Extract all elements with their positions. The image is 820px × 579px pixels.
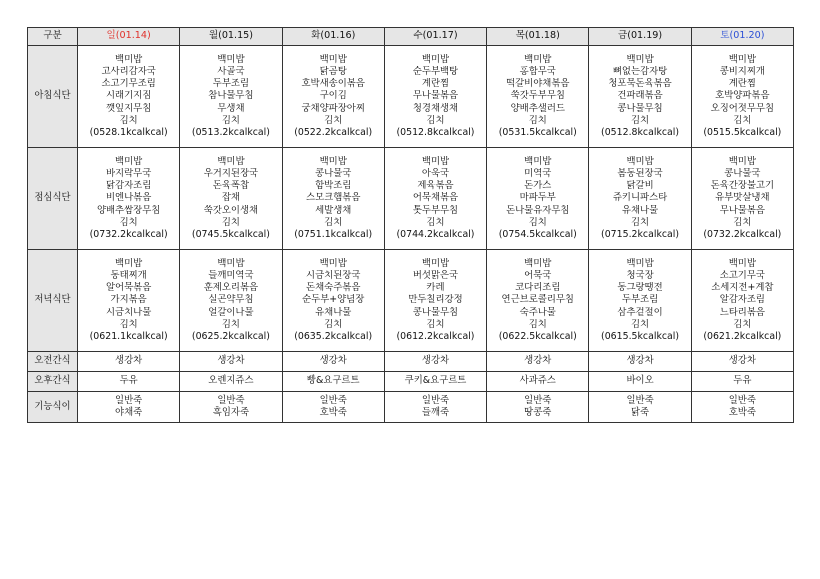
calorie-text: (0715.2kcalkcal) (601, 229, 680, 240)
menu-cell (78, 250, 180, 352)
menu-item: 비엔나볶음 (105, 192, 152, 204)
weekly-menu-table (27, 27, 794, 423)
menu-item: 떡갈비야채볶음 (506, 78, 570, 90)
porridge-item: 일반죽 (217, 394, 245, 406)
menu-item: 백미밥 (115, 257, 143, 269)
menu-item: 김치 (528, 114, 547, 126)
dinner-row (28, 250, 794, 352)
menu-cell (180, 250, 282, 352)
porridge-item: 들깨죽 (421, 407, 450, 418)
porridge-item: 일반죽 (115, 394, 143, 406)
menu-item: 콩나물무침 (617, 102, 663, 114)
menu-item: 제육볶음 (417, 180, 454, 192)
menu-item: 구이김 (319, 90, 347, 102)
snack-cell: 생강차 (384, 352, 486, 372)
menu-item: 실곤약무침 (208, 294, 254, 306)
menu-item: 얼갈이나물 (208, 306, 254, 318)
menu-item: 김치 (119, 318, 138, 330)
porridge-item: 야채죽 (115, 407, 143, 418)
menu-cell (384, 46, 486, 148)
menu-item: 김치 (221, 318, 240, 330)
functional-diet-row (28, 392, 794, 423)
menu-item: 무나물볶음 (412, 90, 459, 102)
porridge-item: 일반죽 (524, 394, 552, 406)
calorie-text: (0621.2kcalkcal) (703, 331, 782, 342)
menu-item: 김치 (426, 114, 445, 126)
snack-cell: 쿠키&요구르트 (384, 372, 486, 392)
porridge-item: 호박죽 (728, 407, 756, 418)
menu-item: 백미밥 (217, 53, 245, 65)
menu-item: 무나물볶음 (719, 204, 765, 216)
calorie-text: (0732.2kcalkcal) (703, 229, 782, 240)
menu-item: 김치 (733, 216, 752, 228)
calorie-text: (0512.8kcalkcal) (601, 127, 680, 138)
porridge-item: 일반죽 (319, 394, 347, 406)
calorie-text: (0531.5kcalkcal) (498, 127, 577, 138)
snack-cell: 생강차 (487, 352, 589, 372)
menu-item: 양배추샐러드 (510, 102, 565, 114)
menu-item: 유채나물 (621, 204, 659, 216)
menu-item: 무생채 (217, 102, 245, 114)
menu-cell (384, 148, 486, 250)
menu-item: 버섯맑은국 (412, 269, 459, 281)
menu-item: 마파두부 (519, 192, 556, 204)
menu-item: 백미밥 (626, 53, 654, 65)
snack-cell: 생강차 (180, 352, 282, 372)
menu-item: 돈채숙주볶음 (306, 282, 361, 294)
menu-item: 동태찌개 (110, 269, 147, 281)
calorie-text: (0751.1kcalkcal) (294, 229, 373, 240)
menu-cell (282, 148, 384, 250)
menu-item: 돈육폭찹 (212, 180, 250, 192)
menu-cell (78, 46, 180, 148)
menu-item: 김치 (221, 114, 240, 126)
row-label: 오후간식 (28, 372, 78, 392)
menu-cell (78, 148, 180, 250)
corner-cell: 구분 (28, 28, 78, 46)
menu-item: 참나물무침 (208, 90, 254, 102)
snack-cell: 생강차 (78, 352, 180, 372)
snack-cell: 바이오 (589, 372, 691, 392)
calorie-text: (0732.2kcalkcal) (89, 229, 168, 240)
menu-item: 백미밥 (115, 155, 143, 167)
calorie-text: (0513.2kcalkcal) (191, 127, 270, 138)
menu-item: 바지락무국 (105, 167, 152, 179)
header-row (28, 28, 794, 46)
menu-item: 코다리조림 (515, 282, 561, 294)
menu-item: 백미밥 (421, 257, 450, 269)
snack-cell: 두유 (78, 372, 180, 392)
menu-item: 콩비지찌개 (719, 65, 765, 77)
menu-item: 닭갈비 (626, 180, 654, 192)
menu-item: 양배추쌈장무침 (96, 204, 161, 216)
menu-item: 깻잎지무침 (105, 102, 152, 114)
porridge-item: 일반죽 (626, 394, 654, 406)
menu-item: 훈제오리볶음 (203, 282, 259, 294)
functional-cell (691, 392, 793, 423)
menu-item: 김치 (733, 318, 752, 330)
row-label: 기능식이 (28, 392, 78, 423)
breakfast-row (28, 46, 794, 148)
pm-snack-row (28, 372, 794, 392)
calorie-text: (0744.2kcalkcal) (396, 229, 475, 240)
menu-item: 시금치된장국 (306, 269, 361, 281)
day-header-sat: 토(01.20) (691, 28, 793, 46)
menu-item: 김치 (733, 114, 752, 126)
row-label: 오전간식 (28, 352, 78, 372)
menu-item: 닭곰탕 (319, 65, 347, 77)
day-header-thu: 목(01.18) (487, 28, 589, 46)
menu-item: 시금치나물 (105, 306, 152, 318)
snack-cell: 두유 (691, 372, 793, 392)
menu-item: 소고기무조림 (101, 78, 156, 90)
menu-cell (691, 250, 793, 352)
menu-item: 사골국 (217, 65, 245, 77)
menu-cell (282, 46, 384, 148)
menu-item: 김치 (630, 318, 650, 330)
calorie-text: (0522.2kcalkcal) (294, 127, 373, 138)
porridge-item: 일반죽 (728, 394, 756, 406)
menu-item: 쑥갓두부무침 (510, 90, 565, 102)
menu-item: 백미밥 (626, 155, 654, 167)
functional-cell (384, 392, 486, 423)
menu-item: 고사리감자국 (101, 65, 156, 77)
snack-cell: 빵&요구르트 (282, 372, 384, 392)
menu-item: 돈나물유자무침 (506, 204, 570, 216)
menu-item: 김치 (324, 318, 343, 330)
functional-cell (282, 392, 384, 423)
menu-cell (691, 46, 793, 148)
calorie-text: (0745.5kcalkcal) (191, 229, 270, 240)
menu-item: 연근브로콜리무침 (501, 294, 574, 306)
menu-cell (589, 46, 691, 148)
menu-item: 백미밥 (319, 257, 347, 269)
menu-item: 백미밥 (217, 257, 245, 269)
menu-cell (589, 148, 691, 250)
menu-cell (691, 148, 793, 250)
menu-item: 김치 (426, 216, 445, 228)
menu-item: 백미밥 (626, 257, 654, 269)
menu-item: 카레 (426, 282, 445, 294)
menu-item: 김치 (119, 216, 138, 228)
menu-item: 두부조림 (212, 78, 250, 90)
menu-item: 시래기지짐 (105, 90, 152, 102)
menu-item: 돈가스 (524, 180, 552, 192)
row-label: 점심식단 (28, 148, 78, 250)
menu-item: 어묵채볶음 (412, 192, 459, 204)
menu-item: 백미밥 (728, 257, 756, 269)
porridge-item: 호박죽 (319, 407, 347, 418)
menu-item: 호박새송이볶음 (301, 78, 365, 90)
functional-cell (78, 392, 180, 423)
day-header-mon: 월(01.15) (180, 28, 282, 46)
menu-item: 백미밥 (524, 155, 552, 167)
porridge-item: 닭죽 (630, 407, 650, 418)
functional-cell (180, 392, 282, 423)
calorie-text: (0622.5kcalkcal) (498, 331, 577, 342)
menu-item: 백미밥 (524, 53, 552, 65)
menu-item: 알어묵볶음 (105, 282, 152, 294)
row-label: 저녁식단 (28, 250, 78, 352)
menu-item: 쥬키니파스타 (612, 192, 668, 204)
calorie-text: (0625.2kcalkcal) (191, 331, 270, 342)
menu-item: 뼈없는감자탕 (612, 65, 668, 77)
menu-cell (282, 250, 384, 352)
menu-cell (384, 250, 486, 352)
row-label: 아침식단 (28, 46, 78, 148)
menu-item: 쑥갓오이생채 (203, 204, 259, 216)
menu-item: 백미밥 (728, 53, 756, 65)
menu-item: 들깨미역국 (208, 269, 254, 281)
am-snack-row (28, 352, 794, 372)
menu-item: 김치 (426, 318, 445, 330)
calorie-text: (0621.1kcalkcal) (89, 331, 168, 342)
menu-item: 만두칠리강정 (408, 294, 463, 306)
menu-item: 건파래볶음 (617, 90, 663, 102)
menu-item: 백미밥 (217, 155, 245, 167)
menu-item: 봄동된장국 (617, 167, 663, 179)
menu-item: 유부맛살냉채 (715, 192, 770, 204)
menu-item: 궁채양파장아찌 (301, 102, 365, 114)
menu-item: 소세지전+계찹 (711, 282, 774, 294)
calorie-text: (0635.2kcalkcal) (294, 331, 373, 342)
menu-cell (487, 46, 589, 148)
menu-item: 잡채 (221, 192, 240, 204)
menu-item: 김치 (528, 318, 547, 330)
snack-cell: 생강차 (691, 352, 793, 372)
day-header-sun: 일(01.14) (78, 28, 180, 46)
functional-cell (487, 392, 589, 423)
menu-item: 오징어젓무무침 (710, 102, 775, 114)
menu-item: 백미밥 (115, 53, 143, 65)
menu-cell (180, 148, 282, 250)
snack-cell: 생강차 (589, 352, 691, 372)
menu-item: 김치 (119, 114, 138, 126)
menu-item: 미역국 (524, 167, 552, 179)
porridge-item: 흑임자죽 (212, 407, 250, 418)
menu-item: 콩나물국 (315, 167, 352, 179)
menu-item: 김치 (221, 216, 240, 228)
menu-item: 스모크햄볶음 (306, 192, 361, 204)
menu-item: 백미밥 (319, 53, 347, 65)
menu-item: 가지볶음 (110, 294, 147, 306)
calorie-text: (0528.1kcalkcal) (89, 127, 168, 138)
snack-cell: 사과쥬스 (487, 372, 589, 392)
menu-item: 백미밥 (728, 155, 756, 167)
menu-item: 청국장 (626, 269, 654, 281)
menu-item: 콩나물국 (724, 167, 761, 179)
menu-item: 소고기무국 (719, 269, 765, 281)
menu-item: 계란찜 (421, 78, 450, 90)
menu-item: 순두부백탕 (412, 65, 459, 77)
menu-item: 숙주나물 (519, 306, 556, 318)
menu-item: 김치 (630, 114, 650, 126)
menu-item: 함박조림 (315, 180, 352, 192)
menu-item: 콩나물무침 (412, 306, 459, 318)
calorie-text: (0612.2kcalkcal) (396, 331, 475, 342)
calorie-text: (0512.8kcalkcal) (396, 127, 475, 138)
calorie-text: (0754.5kcalkcal) (498, 229, 577, 240)
menu-item: 김치 (630, 216, 650, 228)
menu-item: 우거지된장국 (203, 167, 259, 179)
menu-item: 돈육간장불고기 (710, 180, 775, 192)
menu-item: 세발생채 (315, 204, 352, 216)
menu-item: 김치 (324, 216, 343, 228)
menu-item: 동그랑땡전 (617, 282, 663, 294)
menu-item: 어묵국 (524, 269, 552, 281)
day-header-fri: 금(01.19) (589, 28, 691, 46)
calorie-text: (0615.5kcalkcal) (601, 331, 680, 342)
calorie-text: (0515.5kcalkcal) (703, 127, 782, 138)
menu-cell (589, 250, 691, 352)
menu-item: 김치 (324, 114, 343, 126)
menu-item: 삼추겉절이 (617, 306, 663, 318)
menu-cell (487, 148, 589, 250)
menu-item: 호박양파볶음 (715, 90, 770, 102)
menu-item: 순두부+양념장 (302, 294, 365, 306)
menu-item: 백미밥 (421, 53, 450, 65)
menu-item: 계란찜 (728, 78, 756, 90)
porridge-item: 일반죽 (421, 394, 450, 406)
menu-item: 백미밥 (421, 155, 450, 167)
menu-cell (180, 46, 282, 148)
menu-item: 알감자조림 (719, 294, 765, 306)
menu-item: 느타리볶음 (719, 306, 765, 318)
lunch-row (28, 148, 794, 250)
menu-item: 유채나물 (315, 306, 352, 318)
menu-item: 아욱국 (421, 167, 450, 179)
snack-cell: 생강차 (282, 352, 384, 372)
menu-item: 홍합무국 (519, 65, 556, 77)
menu-item: 청경채생채 (412, 102, 459, 114)
day-header-tue: 화(01.16) (282, 28, 384, 46)
menu-item: 백미밥 (319, 155, 347, 167)
menu-item: 두부조림 (621, 294, 659, 306)
menu-item: 닭감자조림 (105, 180, 152, 192)
day-header-wed: 수(01.17) (384, 28, 486, 46)
functional-cell (589, 392, 691, 423)
menu-cell (487, 250, 589, 352)
menu-item: 청포묵돈육볶음 (608, 78, 672, 90)
porridge-item: 땅콩죽 (524, 407, 552, 418)
menu-item: 톳두부무침 (412, 204, 459, 216)
snack-cell: 오렌지쥬스 (180, 372, 282, 392)
menu-item: 백미밥 (524, 257, 552, 269)
menu-item: 김치 (528, 216, 547, 228)
